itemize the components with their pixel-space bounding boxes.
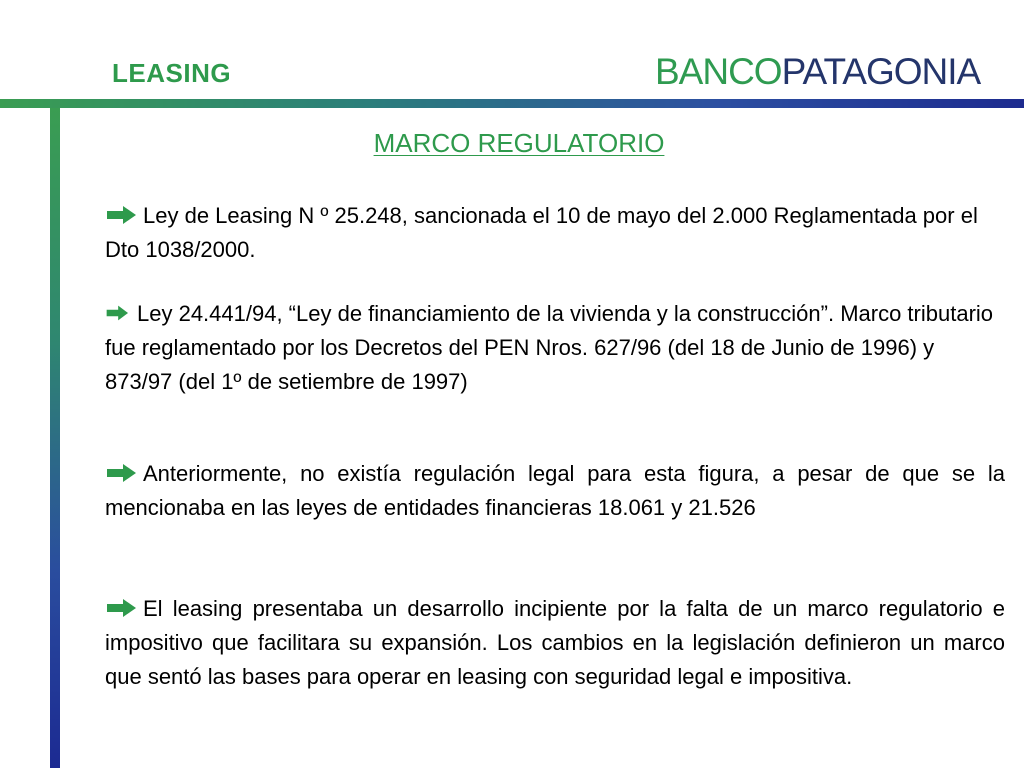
header-divider-bar — [0, 99, 1024, 108]
bullet-paragraph-3 — [105, 457, 1005, 525]
bullet-text-2: Ley 24.441/94, “Ley de financiamiento de la vivienda y la construcción”. Marco tributario fue reglamentado por los Decretos del PEN Nros. 627/96 (del 18 de Junio de 1996) y 873/97 (del 1º de setiembre de 1997) — [105, 301, 994, 394]
arrow-right-icon — [105, 463, 139, 483]
section-title: MARCO REGULATORIO — [373, 128, 665, 158]
logo-patagonia-text: PATAGONIA — [781, 51, 981, 92]
bullet-paragraph-4 — [105, 592, 1005, 694]
arrow-right-icon — [105, 205, 139, 225]
left-accent-bar — [50, 108, 60, 768]
bank-logo — [655, 50, 980, 94]
bullet-paragraph-2 — [105, 297, 1005, 399]
bullet-text-3: Anteriormente, no existía regulación legal para esta figura, a pesar de que se la mencionaba en las leyes de entidades financieras 18.061 y 21.526 — [105, 461, 1005, 520]
arrow-right-icon — [105, 598, 139, 618]
bullet-paragraph-1 — [105, 199, 1005, 267]
bullet-text-4: El leasing presentaba un desarrollo incipiente por la falta de un marco regulatorio e impositivo que facilitara su expansión. Los cambios en la legislación definieron un marco que sentó las bases para operar en leasing con seguridad legal e impositiva. — [105, 596, 1005, 689]
logo-banco-text: BANCO — [655, 51, 782, 92]
arrow-right-icon — [105, 303, 133, 323]
bullet-text-1: Ley de Leasing N º 25.248, sancionada el 10 de mayo del 2.000 Reglamentada por el Dto 1038/2000. — [105, 203, 978, 262]
slide-header-title: LEASING — [112, 58, 232, 88]
